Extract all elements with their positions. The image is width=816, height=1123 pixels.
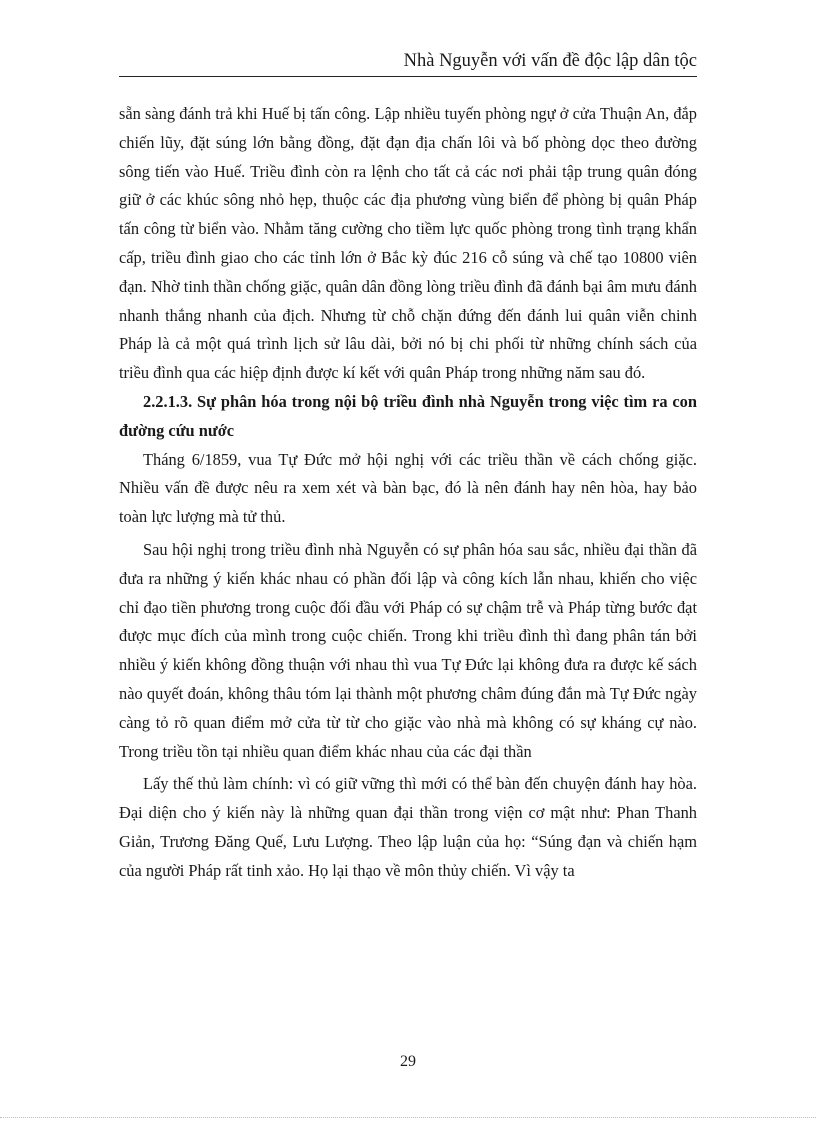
paragraph-continuation: sẵn sàng đánh trả khi Huế bị tấn công. Lập nhiều tuyến phòng ngự ở cửa Thuận An, đắp chiến lũy, đặt súng lớn bằng đồng, đặt đạn địa chấn lôi và bố phòng dọc theo đường sông tiến vào Huế. Triều đình còn ra lệnh cho tất cả các nơi phải tập trung quân đóng giữ ở các khúc sông nhỏ hẹp, thuộc các địa phương vùng biển để phòng bị quân Pháp tấn công từ biển vào. Nhằm tăng cường cho tiềm lực quốc phòng trong tình trạng khẩn cấp, triều đình giao cho các tỉnh lớn ở Bắc kỳ đúc 216 cỗ súng và chế tạo 10800 viên đạn. Nhờ tinh thần chống giặc, quân dân đồng lòng triều đình đã đánh bại âm mưu đánh nhanh thắng nhanh của địch. Nhưng từ chỗ chặn đứng đến đánh lui quân viễn chinh Pháp là cả một quá trình lịch sử lâu dài, bởi nó bị chi phối từ những chính sách của triều đình qua các hiệp định được kí kết với quân Pháp trong những năm sau đó. [119,104,697,383]
paragraph-the-thu: Lấy thế thủ làm chính: vì có giữ vững thì mới có thể bàn đến chuyện đánh hay hòa. Đại diện cho ý kiến này là những quan đại thần trong viện cơ mật như: Phan Thanh Giản, Trương Đăng Quế, Lưu Lượng. Theo lập luận của họ: “Súng đạn và chiến hạm của người Pháp rất tinh xảo. Họ lại thạo về môn thủy chiến. Vì vậy ta [119,774,697,880]
running-header [119,50,697,77]
page-body [119,100,697,886]
header-title: Nhà Nguyễn với vấn đề độc lập dân tộc [403,51,697,71]
page-edge-divider [0,1117,816,1118]
page-number: 29 [400,1053,416,1070]
paragraph-hoi-nghi: Tháng 6/1859, vua Tự Đức mở hội nghị với các triều thần về cách chống giặc. Nhiều vấn đề được nêu ra xem xét và bàn bạc, đó là nên đánh hay nên hòa, hay bảo toàn lực lượng mà tử thủ. [119,449,697,527]
paragraph-phan-hoa: Sau hội nghị trong triều đình nhà Nguyễn có sự phân hóa sau sắc, nhiều đại thần đã đưa ra những ý kiến khác nhau có phần đối lập và công kích lẫn nhau, khiến cho việc chỉ đạo tiền phương trong cuộc đối đầu với Pháp có sự chậm trễ và Pháp từng bước đạt được mục đích của mình trong cuộc chiến. Trong khi triều đình thì đang phân tán bởi nhiều ý kiến không đồng thuận với nhau thì vua Tự Đức lại không đưa ra được kế sách nào quyết đoán, không thâu tóm lại thành một phương châm đúng đắn mà Tự Đức ngày càng tỏ rõ quan điểm mở cửa từ từ cho giặc vào nhà mà không có sự kháng cự nào. Trong triều tồn tại nhiều quan điểm khác nhau của các đại thần [119,539,697,761]
section-heading: 2.2.1.3. Sự phân hóa trong nội bộ triều đình nhà Nguyễn trong việc tìm ra con đường cứu nước [119,391,697,440]
